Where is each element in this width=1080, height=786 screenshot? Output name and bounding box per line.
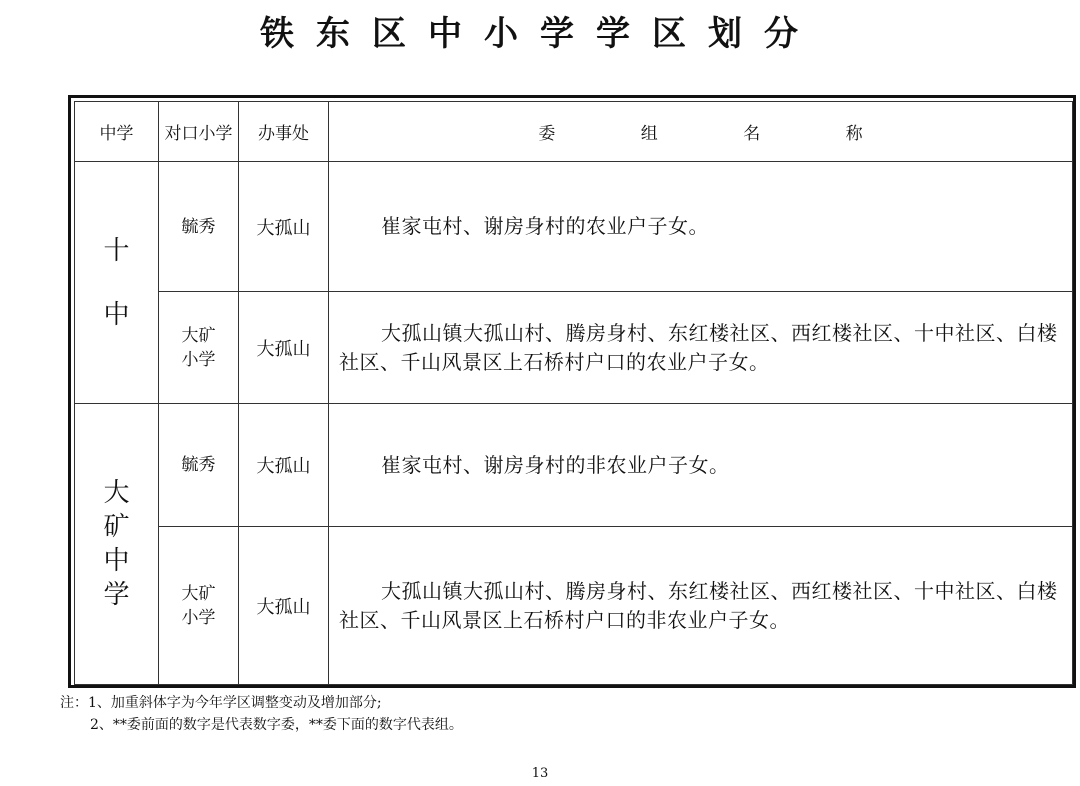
page-title: 铁东区中小学学区划分 <box>260 14 820 54</box>
office-cell: 大孤山 <box>239 162 329 292</box>
header-primary-school: 对口小学 <box>159 102 239 162</box>
primary-school-cell <box>159 292 239 404</box>
office-cell: 大孤山 <box>239 527 329 685</box>
header-office: 办事处 <box>239 102 329 162</box>
table-row <box>75 404 1073 527</box>
table-row <box>75 527 1073 685</box>
primary-school-cell <box>159 404 239 527</box>
header-middle-school: 中学 <box>75 102 159 162</box>
footnotes <box>60 692 463 736</box>
district-table <box>74 101 1073 685</box>
middle-school-char: 中 <box>103 546 130 576</box>
office-cell: 大孤山 <box>239 292 329 404</box>
primary-school-cell <box>159 162 239 292</box>
header-committee-char: 委 <box>538 124 556 144</box>
office-cell: 大孤山 <box>239 404 329 527</box>
table-row <box>75 292 1073 404</box>
header-committee-char: 组 <box>640 124 658 144</box>
primary-school-name: 小学 <box>181 607 216 628</box>
middle-school-char: 十 <box>103 235 130 266</box>
committee-description: 大孤山镇大孤山村、腾房身村、东红楼社区、西红楼社区、十中社区、白楼社区、千山风景区上石桥村户口的非农业户子女。 <box>329 527 1073 685</box>
primary-school-name: 大矿 <box>181 325 216 346</box>
primary-school-name: 大矿 <box>181 583 216 604</box>
middle-school-cell <box>75 162 159 404</box>
header-committee-name <box>329 102 1073 162</box>
primary-school-name: 小学 <box>181 349 216 370</box>
primary-school-name: 毓秀 <box>181 216 216 237</box>
table-header-row <box>75 102 1073 162</box>
committee-description: 大孤山镇大孤山村、腾房身村、东红楼社区、西红楼社区、十中社区、白楼社区、千山风景区上石桥村户口的农业户子女。 <box>329 292 1073 404</box>
header-committee-char: 称 <box>845 124 863 144</box>
middle-school-char: 大 <box>103 478 130 508</box>
page-number: 13 <box>531 766 549 781</box>
middle-school-char: 学 <box>103 580 130 610</box>
header-committee-char: 名 <box>743 124 761 144</box>
committee-description: 崔家屯村、谢房身村的农业户子女。 <box>329 162 1073 292</box>
primary-school-cell <box>159 527 239 685</box>
middle-school-char: 中 <box>103 299 130 330</box>
footnote-1: 注：1、加重斜体字为今年学区调整变动及增加部分; <box>60 695 382 711</box>
committee-description: 崔家屯村、谢房身村的非农业户子女。 <box>329 404 1073 527</box>
primary-school-name: 毓秀 <box>181 455 216 475</box>
middle-school-char: 矿 <box>103 512 130 542</box>
footnote-2: 2、**委前面的数字是代表数字委，**委下面的数字代表组。 <box>90 717 463 733</box>
middle-school-cell <box>75 404 159 685</box>
table-row <box>75 162 1073 292</box>
